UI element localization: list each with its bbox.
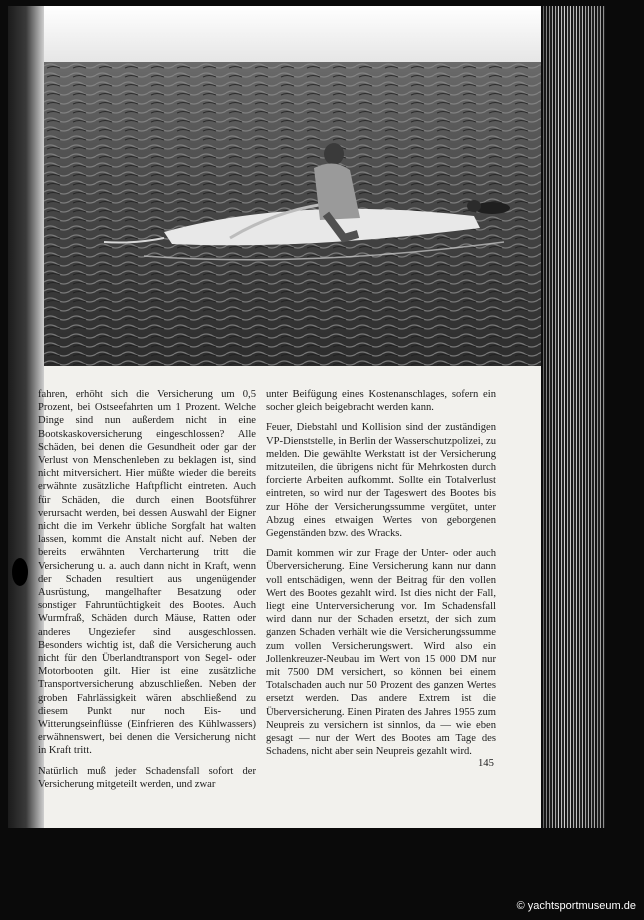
- person-head: [324, 143, 344, 165]
- right-column: [266, 388, 496, 765]
- right-paragraph-3: Damit kommen wir zur Frage der Unter- oder auch Überversicherung. Eine Versicherung kann nur dann voll entschädigen, wenn der Beitrag für den vollen Wert des Bootes gezahlt wird. Ist dies nicht der Fall, liegt eine Unterversicherung vor. Im Schadensfall wird dann nur der Schaden ersetzt, der sich zum ganzen Schaden verhält wie die Versicherungssumme zum vollen Versicherungswert. Wird also ein Jollenkreuzer-Neubau im Wert von 15 000 DM nur mit 7500 DM versichert, so können bei einem Totalschaden auch nur 50 Prozent des ganzen Wertes ersetzt werden. Das andere Extrem ist die Überversicherung. Einen Piraten des Jahres 1955 zum Neupreis zu versichern ist sinnlos, da — wie eben gesagt — nur der Wert des Bootes am Tage des Schadens, nicht aber sein Neupreis gezahlt wird.: [266, 548, 496, 758]
- capsized-boat-photo: [44, 6, 548, 366]
- page-number: 145: [478, 758, 494, 769]
- watermark: © yachtsportmuseum.de: [516, 900, 636, 912]
- binding-shadow: [541, 6, 605, 828]
- left-paragraph-2: Natürlich muß jeder Schadensfall sofort der Versicherung mitgeteilt werden, und zwar: [38, 765, 256, 790]
- binding-hole: [12, 558, 28, 586]
- right-paragraph-2: Feuer, Diebstahl und Kollision sind der zuständigen VP-Dienststelle, in Berlin der Wasserschutzpolizei, zu melden. Die gewählte Werkstatt ist der Versicherung mitzuteilen, die übrigens nicht für Mehrkosten durch forcierte Arbeiten aufkommt. Sollte ein Totalverlust eintreten, so wird nur der Tageswert des Bootes bis zur Höhe der Versicherungssumme vergütet, unter Abzug eines etwaigen Wertes von geborgenen Gegenständen bzw. des Wracks.: [266, 422, 496, 540]
- photo-graphic: [44, 6, 548, 366]
- sky: [44, 6, 548, 62]
- right-paragraph-1: unter Beifügung eines Kostenanschlages, sofern ein socher gleich beigebracht werden kann.: [266, 389, 496, 414]
- left-column: [38, 388, 256, 798]
- left-paragraph-1: fahren, erhöht sich die Versicherung um 0,5 Prozent, bei Ostseefahrten um 1 Prozent. Welche Dinge sind nun außerdem nicht in eine Bootskaskoversicherung eingeschlossen? Alle Schäden, bei denen die Gesundheit oder gar der Verlust von Menschenleben zu beklagen ist, sind nicht mitversichert. Hier müßte wieder die bereits erwähnte zusätzliche Haftpflicht eintreten. Auch für Schäden, die durch einen Bootsführer verursacht werden, bei dessen Auswahl der Eigner nicht die im Verkehr übliche Sorgfalt hat walten lassen, kommt die Anstalt nicht auf. Neben der bereits erwähnten Vercharterung tritt die Versicherung u. a. auch dann nicht in Kraft, wenn der Schaden resultiert aus ungenügender Ausrüstung, mangelhafter Besatzung oder sonstiger Fahruntüchtigkeit des Bootes. Auch Wurmfraß, Schäden durch Mäuse, Ratten oder anderes Ungeziefer sind ausgeschlossen. Besonders wichtig ist, daß die Versicherung auch nicht für den Überlandtransport von Segel- oder Motorbooten gilt. Hier ist eine zusätzliche Transportversicherung abzuschließen. Neben der groben Fahrlässigkeit wären abschließend zu diesem Punkt nur noch Eis- und Witterungseinflüsse (Einfrieren des Kühlwassers) erwähnenswert, bei denen die Versicherung nicht in Kraft tritt.: [38, 389, 256, 757]
